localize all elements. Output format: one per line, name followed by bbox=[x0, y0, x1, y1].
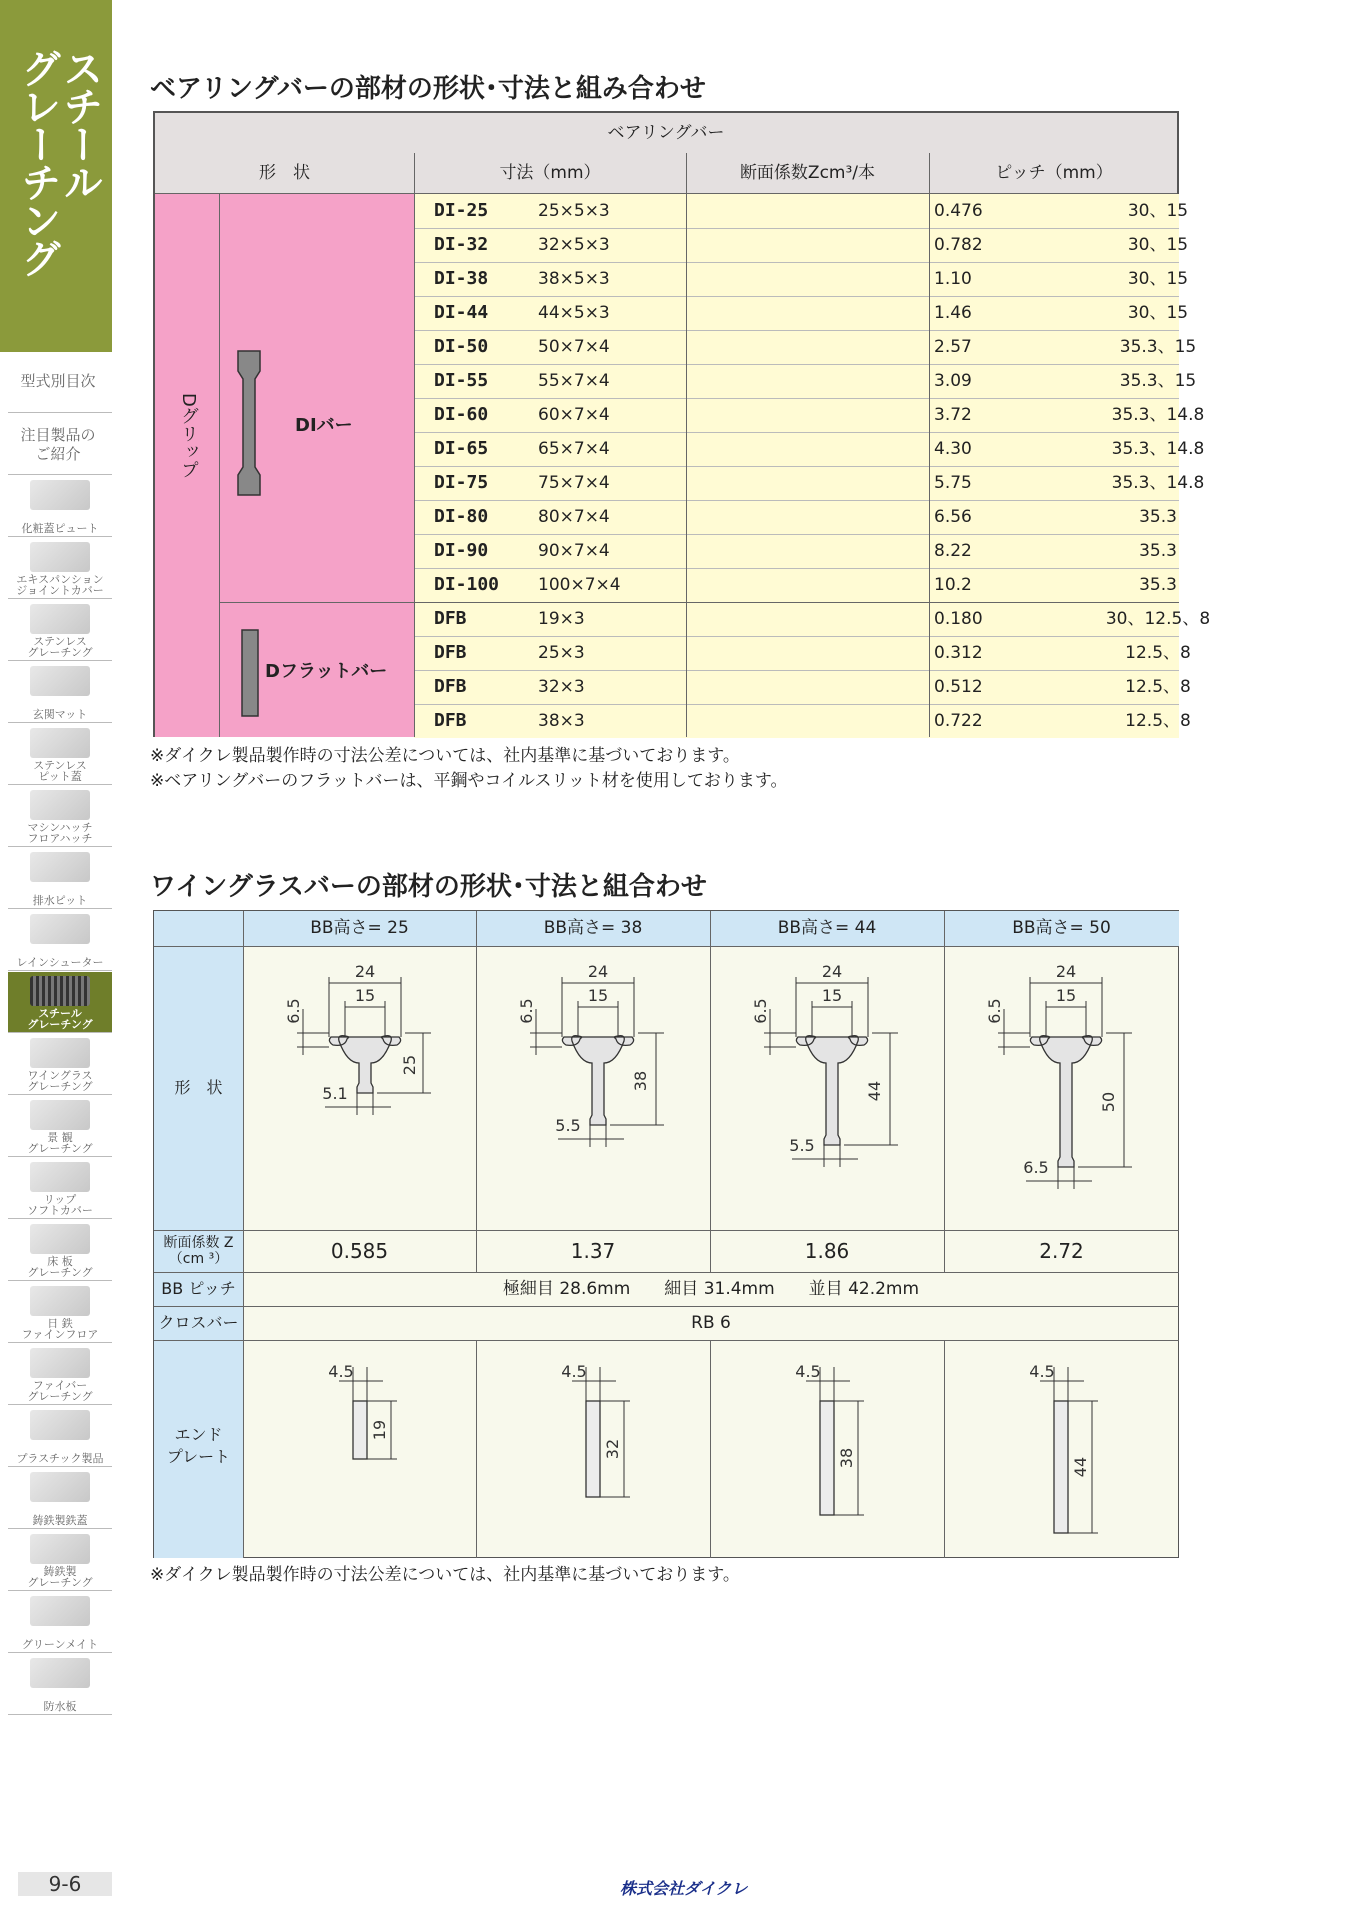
section-modulus: 0.180 bbox=[934, 609, 983, 629]
dimension-top-width: 24 bbox=[587, 962, 609, 981]
nav-link-catalog-index[interactable]: 型式別目次 bbox=[20, 372, 96, 390]
table-row bbox=[414, 602, 1211, 636]
wine-glass-bar-profile bbox=[710, 949, 944, 1229]
dimension-plate-height: 32 bbox=[603, 1438, 622, 1460]
section-modulus: 4.30 bbox=[934, 439, 972, 459]
sidebar-item[interactable] bbox=[8, 848, 112, 909]
section-modulus: 6.56 bbox=[934, 507, 972, 527]
flat-bar-profile-icon bbox=[239, 628, 261, 720]
section-modulus: 8.22 bbox=[934, 541, 972, 561]
row-label-pitch: BB ピッチ bbox=[154, 1272, 243, 1306]
product-thumbnail bbox=[30, 1658, 90, 1688]
bar-dimensions: 65×7×4 bbox=[538, 439, 610, 459]
table-row bbox=[414, 194, 1189, 228]
z-value-bb50: 2.72 bbox=[1039, 1239, 1084, 1263]
sidebar-item-label: 鋳鉄製 グレーチング bbox=[27, 1565, 93, 1589]
dimension-stem-width: 5.5 bbox=[555, 1116, 581, 1135]
sidebar-item[interactable] bbox=[8, 1282, 112, 1343]
bar-dimensions: 100×7×4 bbox=[538, 575, 621, 595]
section-modulus: 1.46 bbox=[934, 303, 972, 323]
sidebar-item[interactable] bbox=[8, 972, 112, 1033]
section-modulus: 3.72 bbox=[934, 405, 972, 425]
sidebar-item-label: ファイバー グレーチング bbox=[27, 1379, 93, 1403]
sidebar-item-label: 景 観 グレーチング bbox=[27, 1131, 93, 1155]
end-plate-shape bbox=[1054, 1401, 1068, 1533]
product-thumbnail bbox=[30, 790, 90, 820]
pitch: 30、15 bbox=[1127, 235, 1189, 255]
product-thumbnail bbox=[30, 666, 90, 696]
pitch: 30、15 bbox=[1127, 303, 1189, 323]
wine-glass-bar-profile bbox=[243, 949, 476, 1229]
product-thumbnail bbox=[30, 1596, 90, 1626]
sidebar-item[interactable] bbox=[8, 1468, 112, 1529]
bar-code: DI-75 bbox=[434, 472, 489, 493]
table-row bbox=[414, 568, 1179, 602]
pitch: 35.3、15 bbox=[1119, 371, 1197, 391]
product-thumbnail bbox=[30, 1286, 90, 1316]
bar-code: DFB bbox=[434, 608, 467, 629]
pitch: 35.3 bbox=[1139, 507, 1177, 527]
sidebar-item-label: 排水ピット bbox=[32, 894, 88, 907]
table-row bbox=[414, 296, 1189, 330]
z-value-bb25: 0.585 bbox=[330, 1239, 389, 1263]
sidebar-item-label: ステンレス ピット蓋 bbox=[33, 759, 87, 783]
dimension-inner-width: 15 bbox=[1055, 986, 1077, 1005]
bar-code: DI-60 bbox=[434, 404, 489, 425]
row-label-z: 断面係数 Z （cm ³） bbox=[154, 1230, 243, 1272]
dimension-plate-height: 38 bbox=[837, 1447, 856, 1469]
table-row bbox=[414, 670, 1191, 704]
dimension-height: 25 bbox=[400, 1054, 419, 1076]
dimension-height: 44 bbox=[865, 1080, 884, 1102]
section-modulus: 0.476 bbox=[934, 201, 983, 221]
sidebar-item[interactable] bbox=[8, 600, 112, 661]
dimension-plate-width: 4.5 bbox=[795, 1362, 821, 1381]
bar-dimensions: 90×7×4 bbox=[538, 541, 610, 561]
pitch: 30、12.5、8 bbox=[1105, 609, 1211, 629]
pitch: 35.3、15 bbox=[1119, 337, 1197, 357]
section-modulus: 0.312 bbox=[934, 643, 983, 663]
col-header-bb25: BB高さ= 25 bbox=[243, 911, 476, 946]
pitch: 12.5、8 bbox=[1125, 677, 1191, 697]
sidebar-item-label: マシンハッチ フロアハッチ bbox=[27, 821, 93, 845]
end-plate-profile bbox=[243, 1341, 476, 1557]
sidebar-item[interactable] bbox=[8, 1654, 112, 1715]
table-row bbox=[414, 432, 1205, 466]
sidebar-item-label: リップ ソフトカバー bbox=[27, 1193, 93, 1217]
bar-code: DI-44 bbox=[434, 302, 489, 323]
table-group-header: ベアリングバー bbox=[155, 113, 1177, 154]
end-plate-shape bbox=[353, 1401, 367, 1459]
pitch: 35.3 bbox=[1139, 541, 1177, 561]
wine-glass-bar-table bbox=[153, 910, 1179, 1558]
section-title-bearing-bar: ベアリングバーの部材の形状･寸法と組み合わせ bbox=[150, 74, 706, 104]
row-label-shape: 形 状 bbox=[154, 946, 243, 1230]
bar-code: DI-50 bbox=[434, 336, 489, 357]
sidebar-item-label: レインシューター bbox=[16, 956, 104, 969]
sidebar-item[interactable] bbox=[8, 724, 112, 785]
pitch: 30、15 bbox=[1127, 201, 1189, 221]
profile-shape bbox=[562, 1036, 633, 1125]
section-modulus: 1.10 bbox=[934, 269, 972, 289]
col-header-bb50: BB高さ= 50 bbox=[944, 911, 1179, 946]
dimension-plate-width: 4.5 bbox=[561, 1362, 587, 1381]
di-bar-label: DIバー bbox=[295, 415, 353, 436]
dimension-lip: 6.5 bbox=[751, 998, 770, 1024]
bar-code: DI-90 bbox=[434, 540, 489, 561]
company-logo: 株式会社ダイクレ bbox=[620, 1879, 748, 1898]
dimension-lip: 6.5 bbox=[284, 998, 303, 1024]
dimension-stem-width: 5.1 bbox=[322, 1084, 348, 1103]
nav-link-featured[interactable]: 注目製品の ご紹介 bbox=[20, 426, 96, 463]
dimension-lip: 6.5 bbox=[985, 998, 1004, 1024]
product-thumbnail bbox=[30, 1348, 90, 1378]
section-modulus: 0.782 bbox=[934, 235, 983, 255]
sidebar-item[interactable] bbox=[8, 910, 112, 971]
pitch: 30、15 bbox=[1127, 269, 1189, 289]
pitch: 35.3 bbox=[1139, 575, 1177, 595]
bar-dimensions: 32×5×3 bbox=[538, 235, 610, 255]
bar-dimensions: 19×3 bbox=[538, 609, 585, 629]
note-flat-bar-material: ※ベアリングバーのフラットバーは、平鋼やコイルスリット材を使用しております。 bbox=[150, 771, 788, 791]
product-thumbnail bbox=[30, 852, 90, 882]
bar-code: DI-38 bbox=[434, 268, 489, 289]
dimension-top-width: 24 bbox=[1055, 962, 1077, 981]
sidebar-item-label: 日 鉄 ファインフロア bbox=[21, 1317, 99, 1341]
product-thumbnail bbox=[30, 1224, 90, 1254]
bearing-bar-table bbox=[153, 111, 1211, 737]
product-thumbnail bbox=[30, 542, 90, 572]
sidebar-item-label: 玄関マット bbox=[32, 708, 88, 721]
end-plate-shape bbox=[586, 1401, 600, 1497]
end-plate-profile bbox=[710, 1341, 944, 1557]
dimension-height: 50 bbox=[1099, 1091, 1118, 1113]
wine-glass-bar-profile bbox=[476, 949, 710, 1229]
sidebar-item[interactable] bbox=[8, 1220, 112, 1281]
table-row bbox=[414, 636, 1191, 670]
sidebar-item-label: グリーンメイト bbox=[21, 1638, 99, 1651]
dimension-height: 38 bbox=[631, 1070, 650, 1092]
bar-dimensions: 25×3 bbox=[538, 643, 585, 663]
pitch: 12.5、8 bbox=[1125, 711, 1191, 731]
note-tolerance: ※ダイクレ製品製作時の寸法公差については、社内基準に基づいております。 bbox=[150, 746, 740, 766]
header-section-modulus: 断面係数Zcm³/本 bbox=[739, 163, 876, 183]
pitch: 35.3、14.8 bbox=[1111, 473, 1205, 493]
bar-dimensions: 75×7×4 bbox=[538, 473, 610, 493]
sidebar-item[interactable] bbox=[8, 1592, 112, 1653]
bar-code: DI-25 bbox=[434, 200, 489, 221]
product-thumbnail bbox=[30, 480, 90, 510]
category-title bbox=[0, 0, 112, 352]
z-value-bb44: 1.86 bbox=[804, 1239, 850, 1263]
product-thumbnail bbox=[30, 914, 90, 944]
sidebar-item-label: ステンレス グレーチング bbox=[27, 635, 93, 659]
bar-code: DI-100 bbox=[434, 574, 500, 595]
pitch: 35.3、14.8 bbox=[1111, 439, 1205, 459]
product-thumbnail bbox=[30, 1100, 90, 1130]
bar-dimensions: 38×3 bbox=[538, 711, 585, 731]
row-label-cross-bar: クロスバー bbox=[154, 1306, 243, 1340]
di-bar-profile-icon bbox=[235, 349, 265, 497]
sidebar-item-label: 鋳鉄製鉄蓋 bbox=[32, 1514, 88, 1527]
flat-bar-label: Dフラットバー bbox=[265, 661, 388, 682]
sidebar-item[interactable] bbox=[8, 1344, 112, 1405]
bar-dimensions: 44×5×3 bbox=[538, 303, 610, 323]
bar-dimensions: 38×5×3 bbox=[538, 269, 610, 289]
section-title-wine-glass-bar: ワイングラスバーの部材の形状･寸法と組合わせ bbox=[150, 872, 707, 902]
product-thumbnail bbox=[30, 1162, 90, 1192]
sidebar-item[interactable] bbox=[8, 538, 112, 599]
sidebar-item-label: エキスパンション ジョイントカバー bbox=[16, 573, 104, 597]
table-row bbox=[414, 262, 1189, 296]
bb-pitch-values: 極細目 28.6mm 細目 31.4mm 並目 42.2mm bbox=[502, 1279, 920, 1299]
dimension-inner-width: 15 bbox=[354, 986, 376, 1005]
sidebar-item-label: 床 板 グレーチング bbox=[27, 1255, 93, 1279]
category-title-line1: スチール bbox=[57, 48, 103, 200]
table-row bbox=[414, 466, 1205, 500]
bar-dimensions: 32×3 bbox=[538, 677, 585, 697]
section-modulus: 0.512 bbox=[934, 677, 983, 697]
product-thumbnail bbox=[30, 728, 90, 758]
sidebar-item[interactable] bbox=[8, 786, 112, 847]
col-header-bb44: BB高さ= 44 bbox=[710, 911, 944, 946]
note-tolerance-2: ※ダイクレ製品製作時の寸法公差については、社内基準に基づいております。 bbox=[150, 1565, 740, 1585]
table-row bbox=[414, 228, 1189, 262]
section-modulus: 3.09 bbox=[934, 371, 972, 391]
wine-glass-bar-profile bbox=[944, 949, 1179, 1229]
profile-shape bbox=[796, 1036, 867, 1145]
section-modulus: 10.2 bbox=[934, 575, 972, 595]
bar-code: DFB bbox=[434, 676, 467, 697]
dimension-lip: 6.5 bbox=[517, 998, 536, 1024]
dimension-stem-width: 6.5 bbox=[1023, 1158, 1049, 1177]
header-dimensions: 寸法（mm） bbox=[499, 163, 601, 183]
pitch: 12.5、8 bbox=[1125, 643, 1191, 663]
section-modulus: 2.57 bbox=[934, 337, 972, 357]
sidebar-item-label: 防水板 bbox=[43, 1700, 77, 1713]
row-label-end-plate: エンド プレート bbox=[154, 1340, 243, 1558]
dimension-stem-width: 5.5 bbox=[789, 1136, 815, 1155]
sidebar-item[interactable] bbox=[8, 1034, 112, 1095]
bar-code: DFB bbox=[434, 710, 467, 731]
table-row bbox=[414, 704, 1191, 738]
bar-dimensions: 50×7×4 bbox=[538, 337, 610, 357]
product-thumbnail bbox=[30, 976, 90, 1006]
family-label-dgrip: Dグリップ bbox=[178, 393, 199, 479]
category-title-line2: グレーチング bbox=[15, 48, 61, 276]
page-number: 9-6 bbox=[18, 1872, 112, 1896]
dimension-inner-width: 15 bbox=[821, 986, 843, 1005]
sidebar-item[interactable] bbox=[8, 1530, 112, 1591]
sidebar-item[interactable] bbox=[8, 662, 112, 723]
dimension-top-width: 24 bbox=[354, 962, 376, 981]
bar-code: DI-55 bbox=[434, 370, 489, 391]
product-thumbnail bbox=[30, 604, 90, 634]
end-plate-shape bbox=[820, 1401, 834, 1515]
bar-dimensions: 80×7×4 bbox=[538, 507, 610, 527]
end-plate-profile bbox=[476, 1341, 710, 1557]
bar-code: DFB bbox=[434, 642, 467, 663]
table-row bbox=[414, 398, 1205, 432]
bar-dimensions: 25×5×3 bbox=[538, 201, 610, 221]
z-value-bb38: 1.37 bbox=[570, 1239, 616, 1263]
sidebar-item[interactable] bbox=[8, 1158, 112, 1219]
table-row bbox=[414, 364, 1197, 398]
header-shape: 形 状 bbox=[259, 163, 310, 183]
dimension-plate-height: 19 bbox=[370, 1419, 389, 1441]
sidebar-item-label: ワイングラス グレーチング bbox=[27, 1069, 93, 1093]
bar-dimensions: 55×7×4 bbox=[538, 371, 610, 391]
section-modulus: 5.75 bbox=[934, 473, 972, 493]
product-thumbnail bbox=[30, 1410, 90, 1440]
bar-code: DI-80 bbox=[434, 506, 489, 527]
dimension-top-width: 24 bbox=[821, 962, 843, 981]
section-modulus: 0.722 bbox=[934, 711, 983, 731]
sidebar-item[interactable] bbox=[8, 1406, 112, 1467]
profile-shape bbox=[1030, 1036, 1101, 1167]
table-row bbox=[414, 534, 1179, 568]
bar-code: DI-65 bbox=[434, 438, 489, 459]
sidebar-item[interactable] bbox=[8, 476, 112, 537]
header-pitch: ピッチ（mm） bbox=[995, 163, 1113, 183]
sidebar-item-label: 化粧蓋ピュート bbox=[21, 522, 99, 535]
product-thumbnail bbox=[30, 1472, 90, 1502]
sidebar bbox=[0, 0, 112, 1920]
table-header-row bbox=[155, 153, 1177, 194]
sidebar-item-label: プラスチック製品 bbox=[16, 1452, 104, 1465]
pitch: 35.3、14.8 bbox=[1111, 405, 1205, 425]
product-thumbnail bbox=[30, 1038, 90, 1068]
sidebar-item[interactable] bbox=[8, 1096, 112, 1157]
dimension-plate-width: 4.5 bbox=[1029, 1362, 1055, 1381]
dimension-inner-width: 15 bbox=[587, 986, 609, 1005]
bar-code: DI-32 bbox=[434, 234, 489, 255]
table-row bbox=[414, 500, 1179, 534]
bar-dimensions: 60×7×4 bbox=[538, 405, 610, 425]
sidebar-item-label: スチール グレーチング bbox=[27, 1007, 93, 1031]
product-thumbnail bbox=[30, 1534, 90, 1564]
dimension-plate-width: 4.5 bbox=[328, 1362, 354, 1381]
table-row bbox=[414, 330, 1197, 364]
end-plate-profile bbox=[944, 1341, 1179, 1557]
col-header-bb38: BB高さ= 38 bbox=[476, 911, 710, 946]
dimension-plate-height: 44 bbox=[1071, 1456, 1090, 1478]
cross-bar-value: RB 6 bbox=[691, 1313, 731, 1333]
